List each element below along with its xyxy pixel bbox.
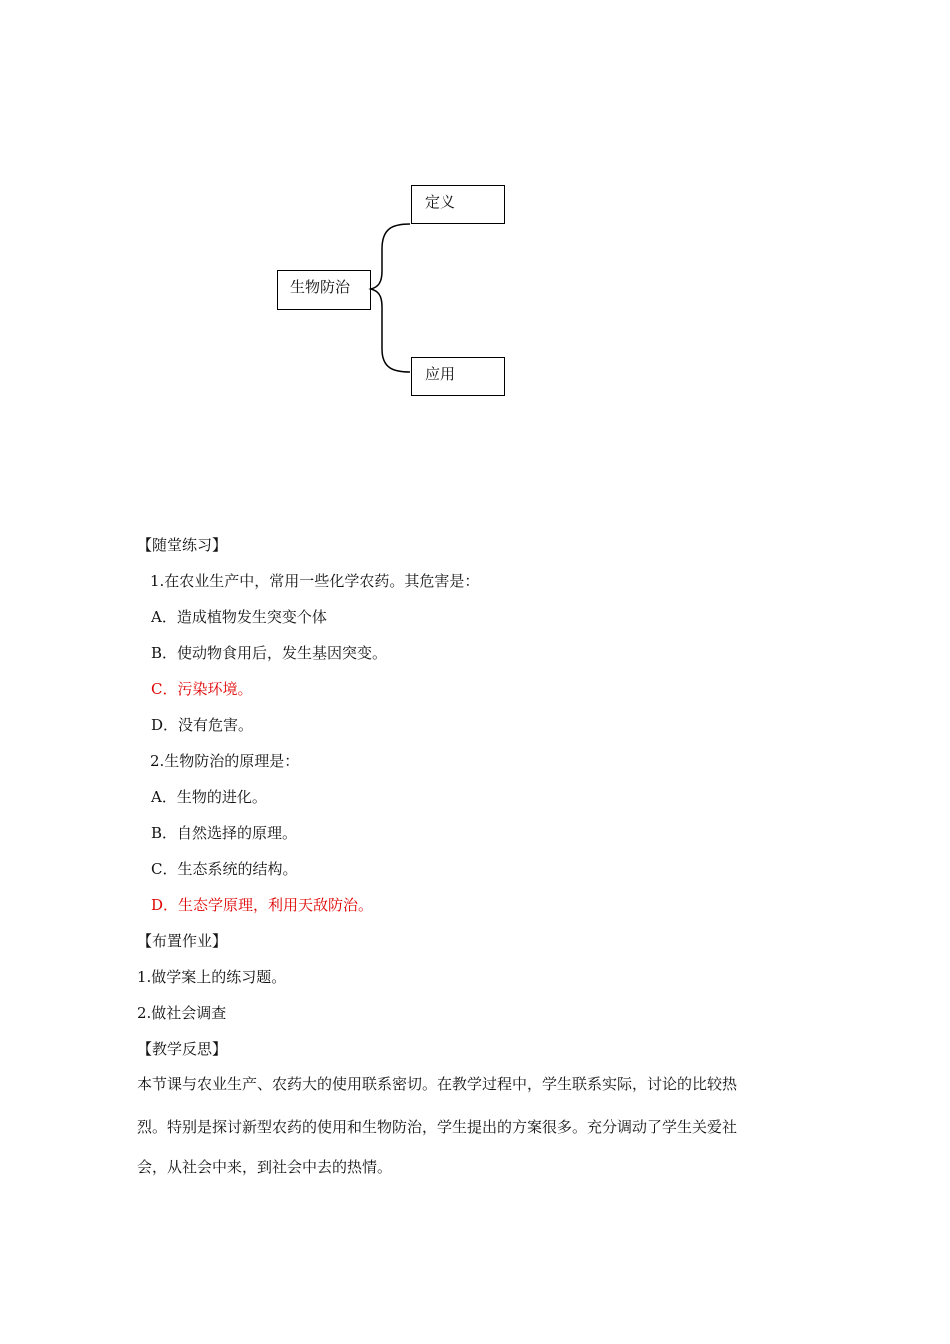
question-1-option-c-answer: C．污染环境。 xyxy=(151,680,253,698)
question-2-stem: 2.生物防治的原理是： xyxy=(150,752,300,770)
diagram-root-box xyxy=(277,270,371,310)
homework-item: 2.做社会调查 xyxy=(137,1004,227,1022)
practice-heading: 【随堂练习】 xyxy=(137,536,228,554)
question-2-option-c: C．生态系统的结构。 xyxy=(151,860,298,878)
reflection-heading: 【教学反思】 xyxy=(137,1040,228,1058)
diagram-branch-label: 应用 xyxy=(425,365,456,383)
reflection-line: 烈。特别是探讨新型农药的使用和生物防治，学生提出的方案很多。充分调动了学生关爱社 xyxy=(137,1118,738,1136)
diagram-brace-connector xyxy=(360,215,420,385)
homework-heading: 【布置作业】 xyxy=(137,932,228,950)
question-1-option-a: A．造成植物发生突变个体 xyxy=(151,608,327,626)
question-2-option-d-answer: D．生态学原理，利用天敌防治。 xyxy=(151,896,374,914)
diagram-root-label: 生物防治 xyxy=(290,278,351,296)
homework-item: 1.做学案上的练习题。 xyxy=(137,968,287,986)
diagram-branch-label: 定义 xyxy=(425,193,456,211)
reflection-line: 会，从社会中来，到社会中去的热情。 xyxy=(137,1158,393,1176)
question-1-option-b: B．使动物食用后，发生基因突变。 xyxy=(151,644,388,662)
question-2-option-b: B．自然选择的原理。 xyxy=(151,824,298,842)
diagram-branch-application-box xyxy=(411,357,505,396)
reflection-line: 本节课与农业生产、农药大的使用联系密切。在教学过程中，学生联系实际，讨论的比较热 xyxy=(137,1075,738,1093)
diagram-branch-definition-box xyxy=(411,185,505,224)
question-1-option-d: D．没有危害。 xyxy=(151,716,254,734)
question-1-stem: 1.在农业生产中，常用一些化学农药。其危害是： xyxy=(150,572,480,590)
question-2-option-a: A．生物的进化。 xyxy=(151,788,267,806)
